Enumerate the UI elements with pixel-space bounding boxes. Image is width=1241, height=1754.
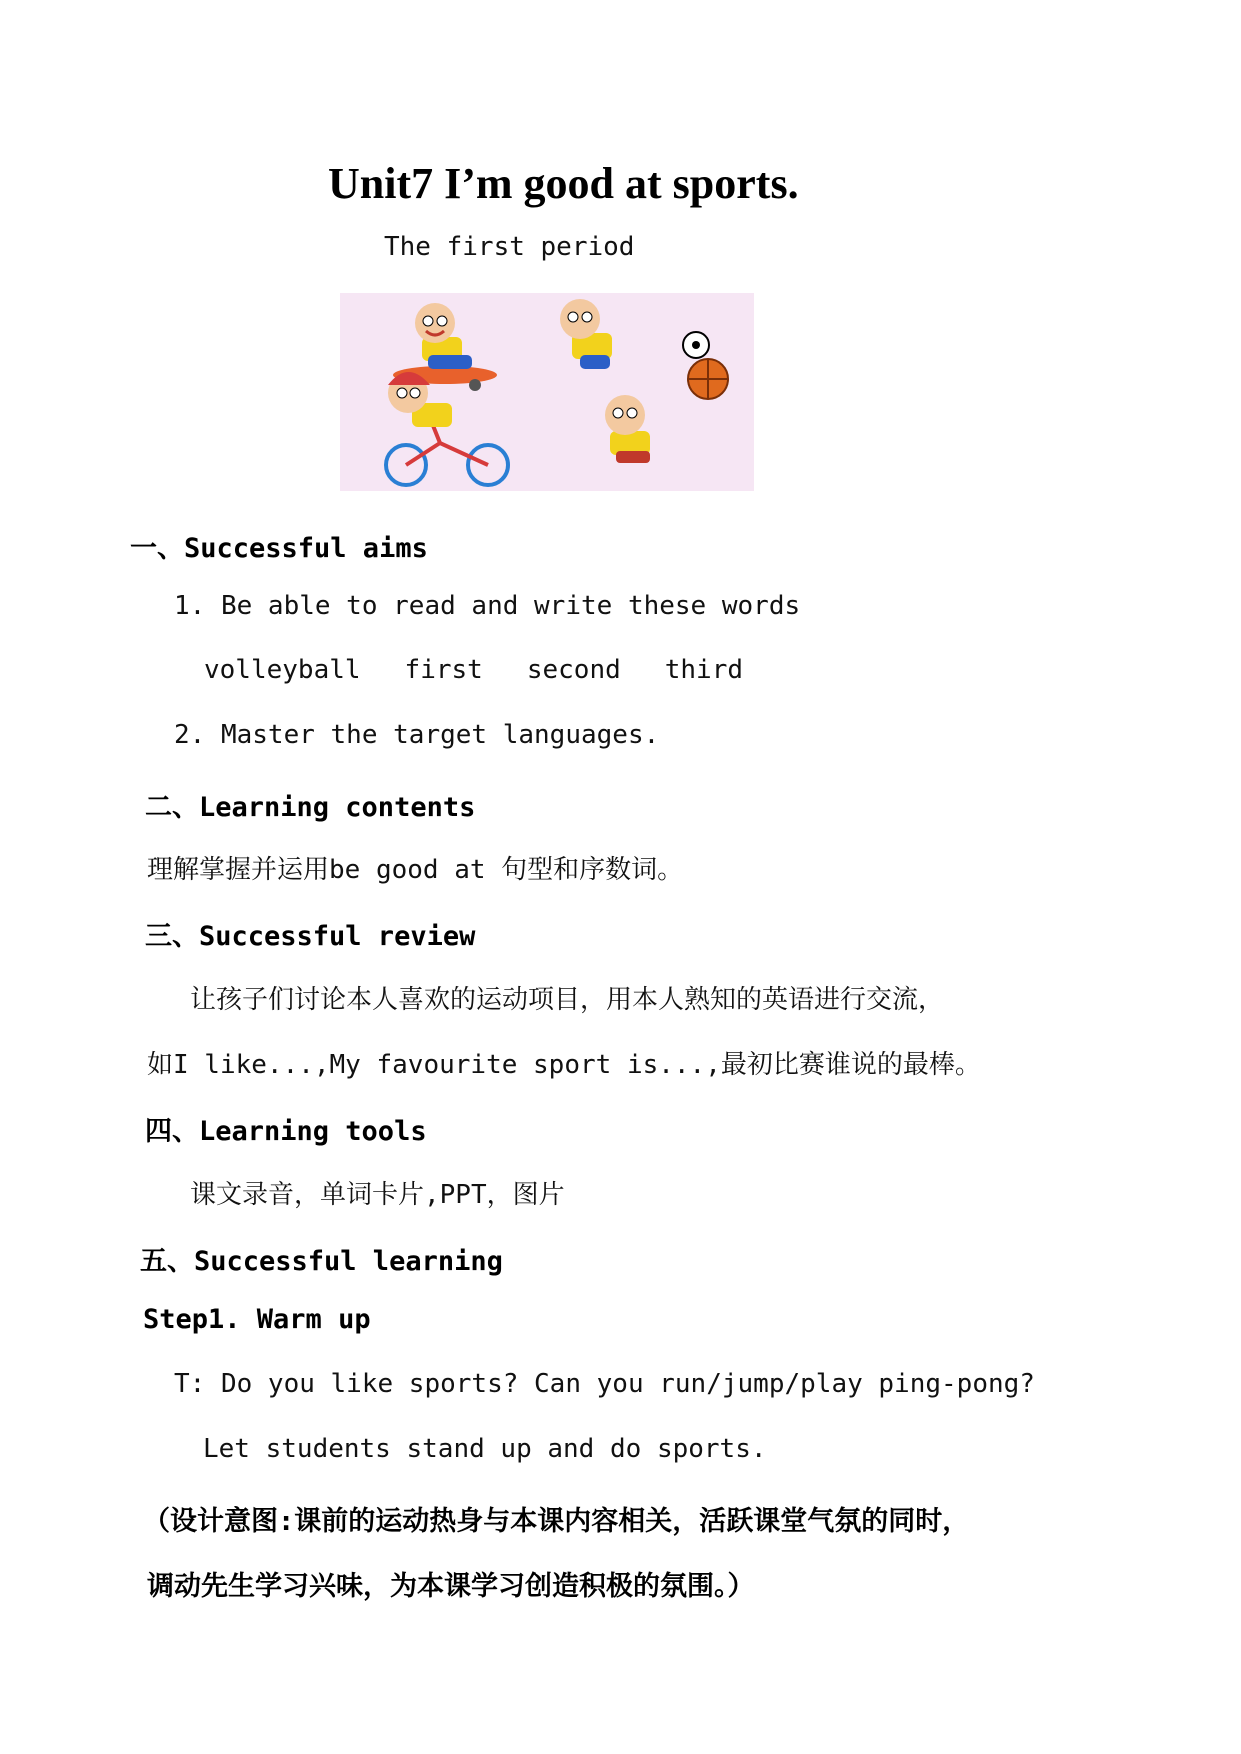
vocabulary-word: first <box>404 655 483 685</box>
step1-heading: Step1. Warm up <box>143 1304 371 1335</box>
sports-kids-illustration <box>340 293 754 491</box>
vocabulary-word: volleyball <box>204 655 361 685</box>
section-heading-contents: 二、Learning contents <box>145 792 476 823</box>
section-heading-aims: 一、Successful aims <box>130 533 428 564</box>
design-intent-line-2: 调动先生学习兴味，为本课学习创造积极的氛围。） <box>147 1571 755 1602</box>
contents-text: 理解掌握并运用be good at 句型和序数词。 <box>147 855 684 885</box>
document-title: Unit7 I’m good at sports. <box>328 159 799 208</box>
vocabulary-word: third <box>664 655 744 685</box>
aims-item-1: 1. Be able to read and write these words <box>174 591 801 621</box>
activity-line: Let students stand up and do sports. <box>203 1434 767 1464</box>
teacher-line: T: Do you like sports? Can you run/jump/play ping-pong? <box>174 1369 1035 1399</box>
section-heading-learning: 五、Successful learning <box>140 1246 503 1277</box>
aims-item-2: 2. Master the target languages. <box>174 720 660 750</box>
section-heading-review: 三、Successful review <box>145 921 476 952</box>
section-heading-tools: 四、Learning tools <box>145 1116 427 1147</box>
vocabulary-word: second <box>526 655 621 685</box>
review-line-2: 如I like...,My favourite sport is...,最初比赛谁说的最棒。 <box>147 1050 981 1080</box>
vocabulary-word-list <box>204 655 787 685</box>
review-line-1: 让孩子们讨论本人喜欢的运动项目，用本人熟知的英语进行交流， <box>190 985 945 1015</box>
document-subtitle: The first period <box>384 232 635 262</box>
design-intent-line-1: （设计意图:课前的运动热身与本课内容相关，活跃课堂气氛的同时， <box>143 1506 970 1537</box>
tools-text: 课文录音，单词卡片,PPT，图片 <box>190 1180 565 1210</box>
